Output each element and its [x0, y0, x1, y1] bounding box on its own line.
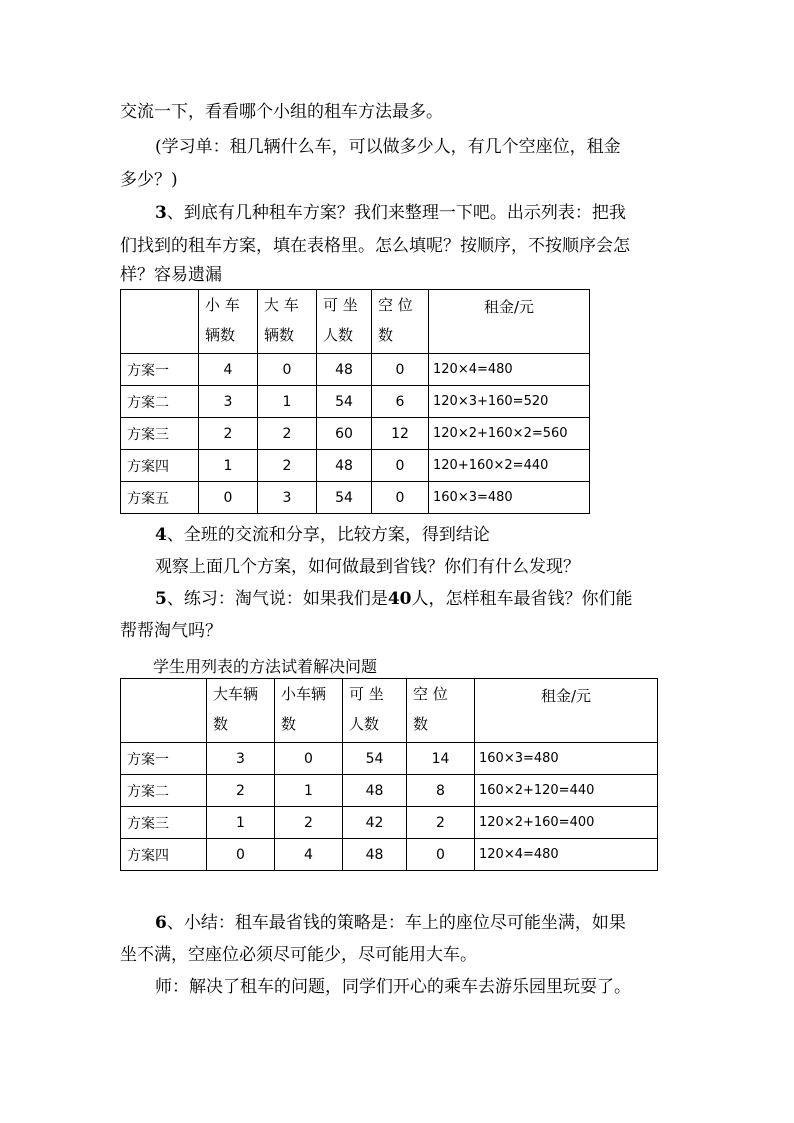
- cell: 0: [275, 743, 343, 775]
- table-row: [121, 450, 590, 482]
- table-row: [121, 743, 658, 775]
- cell: 48: [343, 775, 407, 807]
- plan-name: 方案一: [121, 354, 199, 386]
- cell: 48: [317, 450, 372, 482]
- step-number: 6: [155, 913, 167, 933]
- cell: 3: [199, 386, 258, 418]
- cell: 0: [407, 839, 475, 871]
- header-cell: 小车辆 数: [275, 679, 343, 743]
- cell: 54: [317, 482, 372, 514]
- table-row: [121, 839, 658, 871]
- text-line: 交流一下，看看哪个小组的租车方法最多。: [120, 102, 443, 122]
- cell: 0: [258, 354, 317, 386]
- cell: 60: [317, 418, 372, 450]
- cell: 12: [372, 418, 429, 450]
- header-cell: 大车辆 数: [207, 679, 275, 743]
- header-cell: 可 坐 人数: [343, 679, 407, 743]
- table-header-row: [121, 679, 658, 743]
- cell: 0: [372, 450, 429, 482]
- rental-table-1: [120, 289, 590, 514]
- header-cell: 租金/元: [429, 290, 590, 354]
- cell: 2: [258, 418, 317, 450]
- cell: 2: [207, 775, 275, 807]
- plan-name: 方案五: [121, 482, 199, 514]
- cell: 54: [343, 743, 407, 775]
- table-row: [121, 354, 590, 386]
- cell: 14: [407, 743, 475, 775]
- text-line: [155, 583, 715, 616]
- plan-name: 方案三: [121, 418, 199, 450]
- cost-formula: 120×3+160=520: [429, 386, 590, 418]
- cell: 0: [199, 482, 258, 514]
- step-number: 3: [155, 203, 167, 223]
- text-fragment: 、全班的交流和分享，比较方案，得到结论: [166, 525, 490, 545]
- cell: 1: [199, 450, 258, 482]
- table-row: [121, 386, 590, 418]
- step-number: 4: [155, 525, 167, 545]
- table-row: [121, 807, 658, 839]
- table-row: [121, 775, 658, 807]
- header-cell-empty: [121, 679, 207, 743]
- cost-formula: 120×4=480: [475, 839, 658, 871]
- cell: 4: [199, 354, 258, 386]
- cell: 1: [258, 386, 317, 418]
- cell: 2: [275, 807, 343, 839]
- cell: 0: [372, 354, 429, 386]
- cost-formula: 160×2+120=440: [475, 775, 658, 807]
- cell: 6: [372, 386, 429, 418]
- text-line: 师：解决了租车的问题，同学们开心的乘车去游乐园里玩耍了。: [155, 977, 631, 997]
- header-cell: 小 车 辆数: [199, 290, 258, 354]
- cost-formula: 120×2+160=400: [475, 807, 658, 839]
- cost-formula: 160×3=480: [429, 482, 590, 514]
- text-line: 观察上面几个方案，如何做最到省钱？你们有什么发现？: [155, 557, 580, 577]
- cell: 0: [207, 839, 275, 871]
- text-line: 样？容易遗漏: [120, 265, 222, 285]
- cell: 42: [343, 807, 407, 839]
- text-fragment: 人，怎样租车最省钱？你们能: [411, 589, 633, 609]
- cell: 2: [258, 450, 317, 482]
- text-line: 坐不满，空座位必须尽可能少，尽可能用大车。: [120, 945, 477, 965]
- plan-name: 方案三: [121, 807, 207, 839]
- cell: 48: [343, 839, 407, 871]
- text-line: 们找到的租车方案，填在表格里。怎么填呢？按顺序，不按顺序会怎: [120, 236, 630, 256]
- table-row: [121, 482, 590, 514]
- cell: 4: [275, 839, 343, 871]
- table-header-row: [121, 290, 590, 354]
- text-line: 多少？): [120, 170, 178, 190]
- text-line: 帮帮淘气吗？: [120, 621, 222, 641]
- text-fragment: 、到底有几种租车方案？我们来整理一下吧。出示列表：把我: [166, 203, 626, 223]
- cell: 1: [275, 775, 343, 807]
- cell: 54: [317, 386, 372, 418]
- cell: 48: [317, 354, 372, 386]
- header-cell-empty: [121, 290, 199, 354]
- text-line: [155, 907, 715, 940]
- rental-table-2: [120, 678, 658, 871]
- header-cell: 可 坐 人数: [317, 290, 372, 354]
- text-line: (学习单：租几辆什么车，可以做多少人，有几个空座位，租金: [155, 137, 621, 157]
- number-40: 40: [387, 589, 412, 609]
- cell: 1: [207, 807, 275, 839]
- cell: 2: [199, 418, 258, 450]
- step-number: 5: [155, 589, 167, 609]
- cost-formula: 160×3=480: [475, 743, 658, 775]
- cell: 0: [372, 482, 429, 514]
- cell: 2: [407, 807, 475, 839]
- cost-formula: 120×2+160×2=560: [429, 418, 590, 450]
- text-line: [155, 519, 715, 552]
- plan-name: 方案二: [121, 775, 207, 807]
- cost-formula: 120×4=480: [429, 354, 590, 386]
- header-cell: 空 位 数: [407, 679, 475, 743]
- cell: 3: [207, 743, 275, 775]
- plan-name: 方案一: [121, 743, 207, 775]
- text-fragment: 、练习：淘气说：如果我们是: [166, 589, 388, 609]
- cost-formula: 120+160×2=440: [429, 450, 590, 482]
- table-row: [121, 418, 590, 450]
- plan-name: 方案四: [121, 450, 199, 482]
- plan-name: 方案二: [121, 386, 199, 418]
- cell: 3: [258, 482, 317, 514]
- header-cell: 空 位 数: [372, 290, 429, 354]
- text-line: [155, 197, 715, 230]
- text-fragment: 、小结：租车最省钱的策略是：车上的座位尽可能坐满，如果: [166, 913, 626, 933]
- plan-name: 方案四: [121, 839, 207, 871]
- header-cell: 大 车 辆数: [258, 290, 317, 354]
- cell: 8: [407, 775, 475, 807]
- header-cell: 租金/元: [475, 679, 658, 743]
- table-caption: 学生用列表的方法试着解决问题: [153, 657, 378, 676]
